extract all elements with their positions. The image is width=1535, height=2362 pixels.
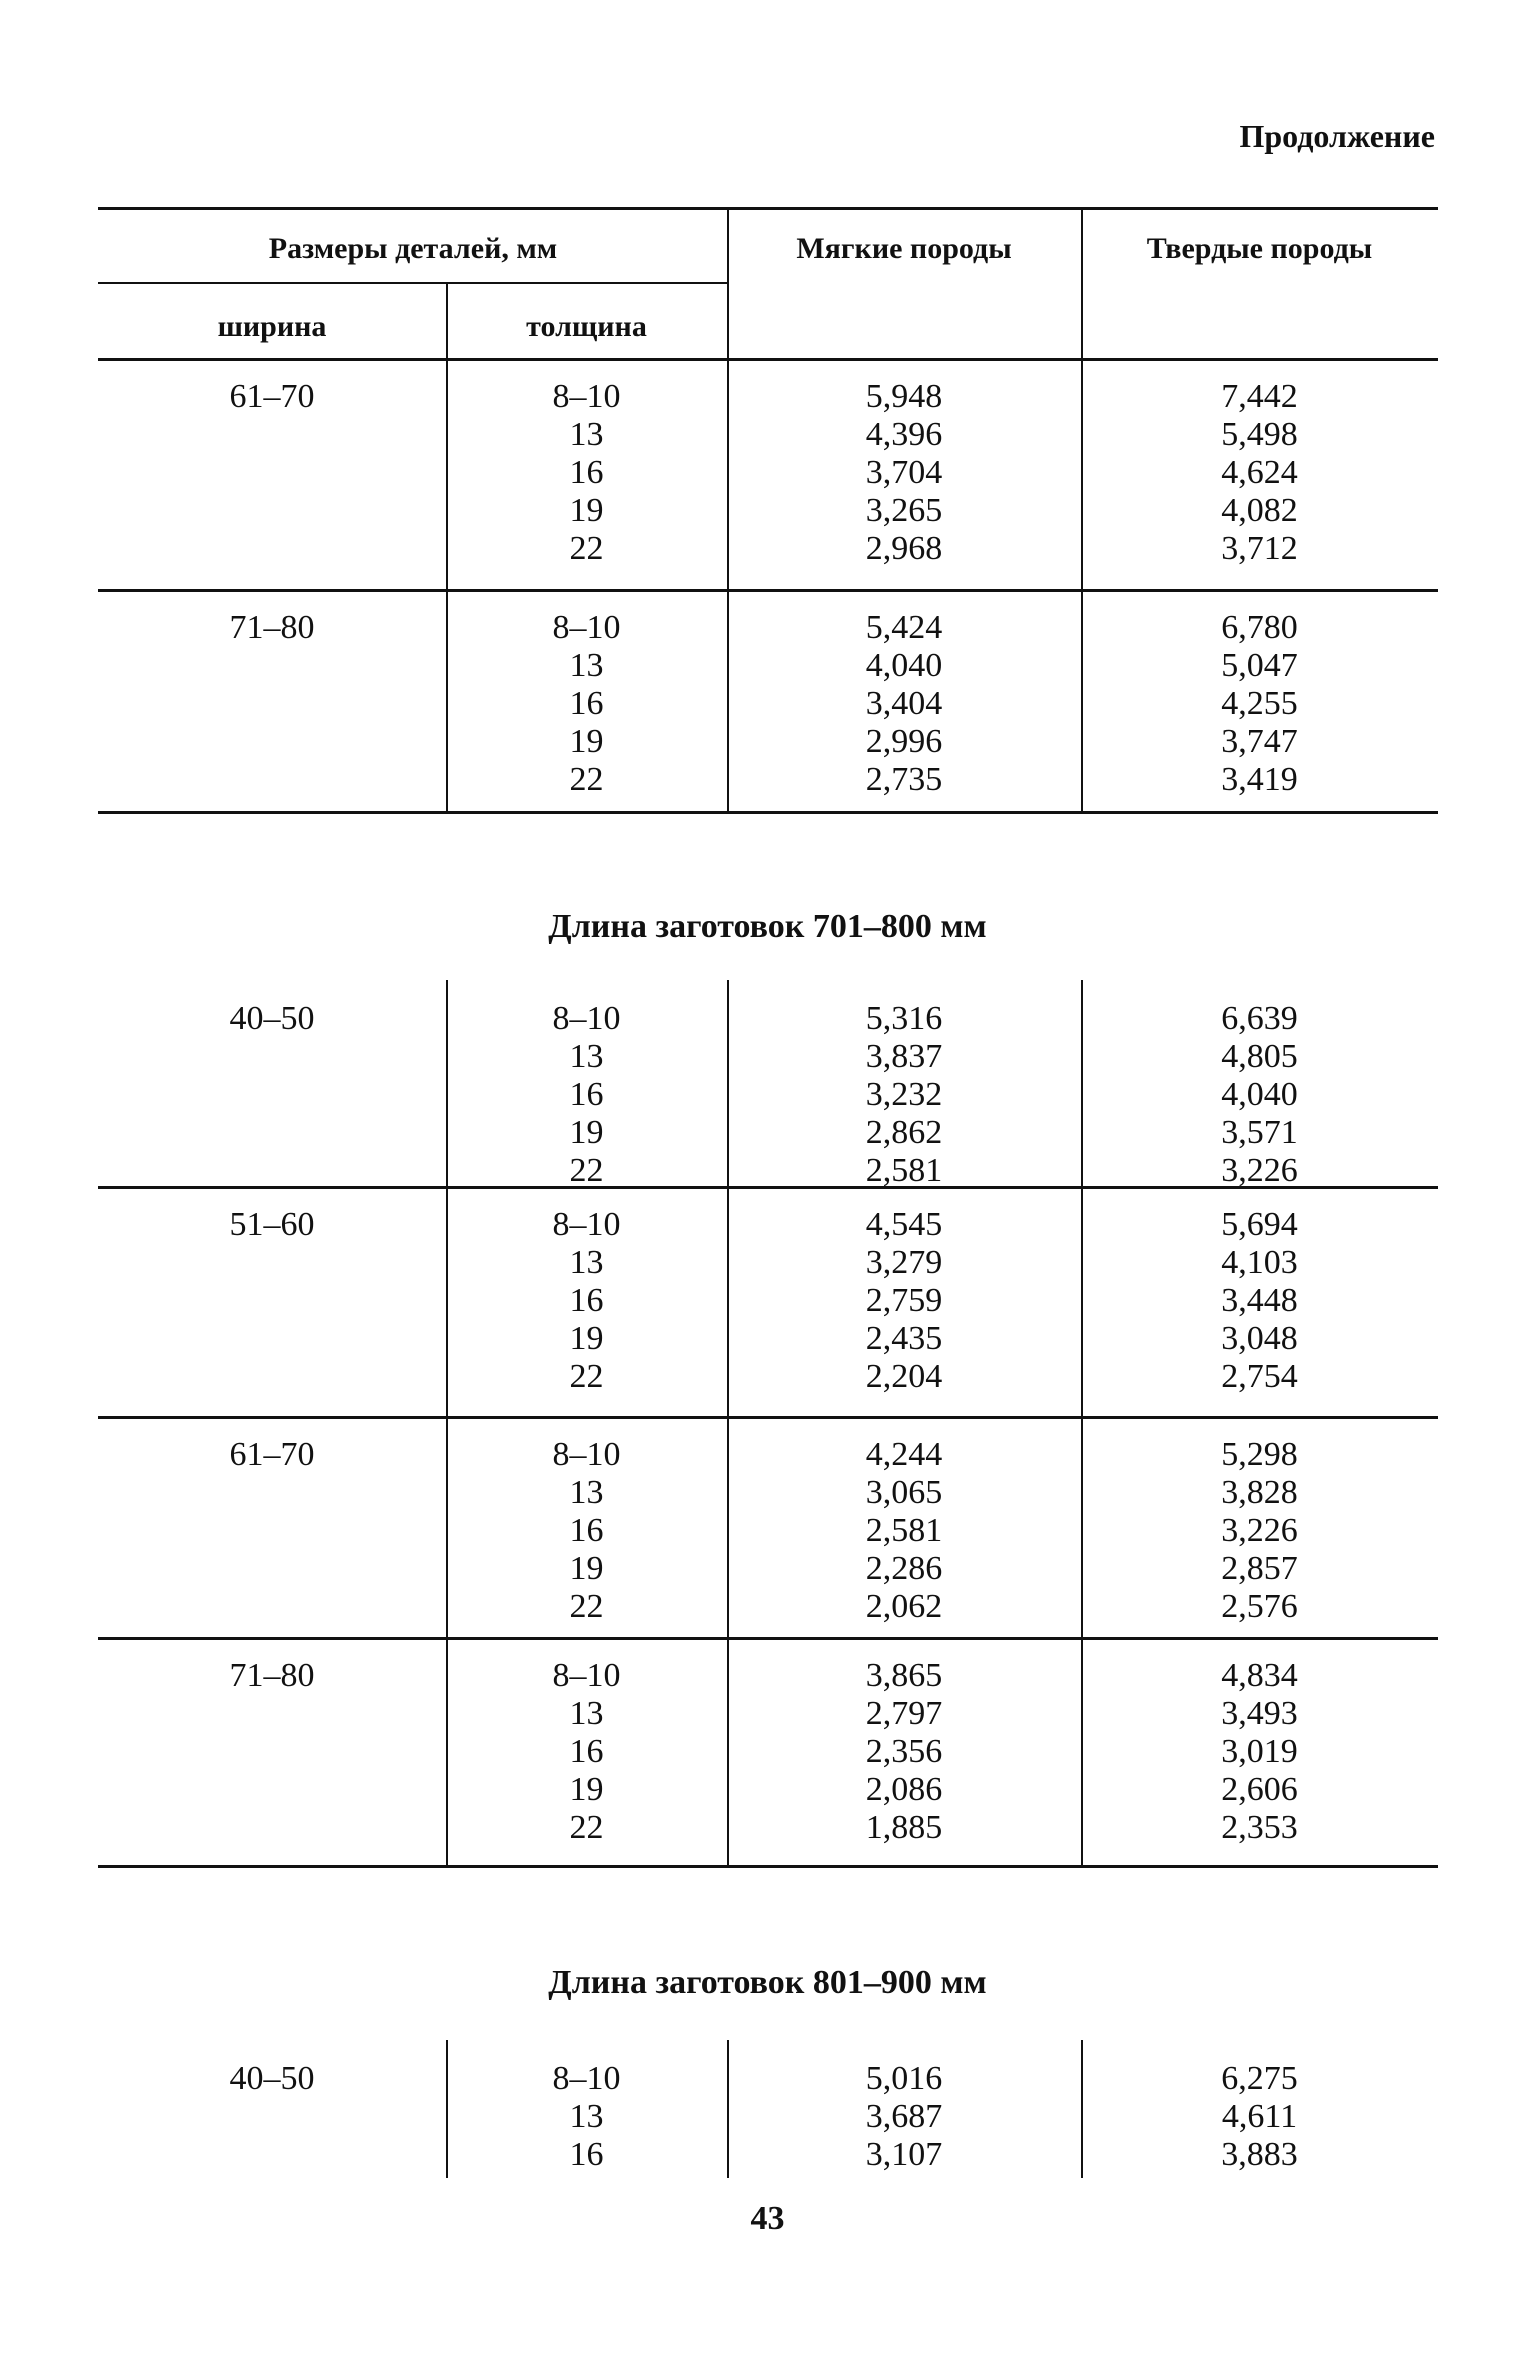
width-cell: 40–50	[229, 1000, 315, 1037]
hard-cell: 2,754	[1221, 1358, 1298, 1395]
header-thickness: толщина	[526, 310, 647, 343]
soft-cell: 1,885	[865, 1809, 943, 1846]
header-width: ширина	[217, 310, 327, 343]
hard-cell: 3,226	[1221, 1152, 1298, 1189]
thickness-cell: 8–10	[552, 1436, 621, 1473]
thickness-cell: 22	[569, 1358, 604, 1395]
hard-cell: 3,828	[1221, 1474, 1298, 1511]
section-title-701-800: Длина заготовок 701–800 мм	[548, 908, 987, 945]
soft-cell: 3,687	[865, 2098, 943, 2135]
thickness-cell: 13	[569, 1244, 604, 1281]
thickness-cell: 13	[569, 416, 604, 453]
thickness-cell: 13	[569, 1474, 604, 1511]
soft-cell: 2,996	[865, 723, 943, 760]
thickness-cell: 16	[569, 1512, 604, 1549]
width-cell: 61–70	[229, 1436, 315, 1473]
hard-cell: 4,611	[1221, 2098, 1298, 2135]
thickness-cell: 22	[569, 761, 604, 798]
header-bottom-rule	[98, 358, 1438, 361]
soft-cell: 3,065	[865, 1474, 943, 1511]
soft-cell: 2,086	[865, 1771, 943, 1808]
header-sizes: Размеры деталей, мм	[268, 232, 558, 265]
width-cell: 40–50	[229, 2060, 315, 2097]
thickness-cell: 22	[569, 1152, 604, 1189]
soft-cell: 2,286	[865, 1550, 943, 1587]
header-divider-3	[1081, 207, 1083, 358]
hard-cell: 7,442	[1221, 378, 1298, 415]
hard-cell: 3,448	[1221, 1282, 1298, 1319]
soft-cell: 5,316	[865, 1000, 943, 1037]
hard-cell: 2,606	[1221, 1771, 1298, 1808]
hard-cell: 5,298	[1221, 1436, 1298, 1473]
thickness-cell: 22	[569, 1809, 604, 1846]
width-cell: 61–70	[229, 378, 315, 415]
soft-cell: 3,837	[865, 1038, 943, 1075]
header-top-rule	[98, 207, 1438, 210]
hard-cell: 4,805	[1221, 1038, 1298, 1075]
width-cell: 71–80	[229, 609, 315, 646]
soft-cell: 4,396	[865, 416, 943, 453]
hard-cell: 4,834	[1221, 1657, 1298, 1694]
thickness-cell: 16	[569, 1076, 604, 1113]
hard-cell: 6,639	[1221, 1000, 1298, 1037]
section-title-801-900: Длина заготовок 801–900 мм	[548, 1964, 987, 2001]
hard-cell: 5,694	[1221, 1206, 1298, 1243]
hard-cell: 4,624	[1221, 454, 1298, 491]
hard-cell: 3,493	[1221, 1695, 1298, 1732]
block-rule	[98, 1637, 1438, 1640]
soft-cell: 3,232	[865, 1076, 943, 1113]
thickness-cell: 8–10	[552, 1657, 621, 1694]
hard-cell: 5,047	[1221, 647, 1298, 684]
hard-cell: 3,571	[1221, 1114, 1298, 1151]
soft-cell: 5,424	[865, 609, 943, 646]
soft-cell: 2,735	[865, 761, 943, 798]
hard-cell: 3,419	[1221, 761, 1298, 798]
thickness-cell: 8–10	[552, 2060, 621, 2097]
hard-cell: 2,857	[1221, 1550, 1298, 1587]
thickness-cell: 16	[569, 1733, 604, 1770]
thickness-cell: 22	[569, 1588, 604, 1625]
hard-cell: 6,780	[1221, 609, 1298, 646]
hard-cell: 2,576	[1221, 1588, 1298, 1625]
thickness-cell: 16	[569, 454, 604, 491]
hard-cell: 4,082	[1221, 492, 1298, 529]
header-soft: Мягкие породы	[796, 232, 1012, 265]
soft-cell: 4,040	[865, 647, 943, 684]
block-rule	[98, 1865, 1438, 1868]
header-hard: Твердые породы	[1146, 232, 1373, 265]
width-cell: 71–80	[229, 1657, 315, 1694]
soft-cell: 2,204	[865, 1358, 943, 1395]
soft-cell: 5,016	[865, 2060, 943, 2097]
soft-cell: 2,797	[865, 1695, 943, 1732]
block-rule	[98, 589, 1438, 592]
soft-cell: 3,265	[865, 492, 943, 529]
soft-cell: 2,435	[865, 1320, 943, 1357]
hard-cell: 4,040	[1221, 1076, 1298, 1113]
thickness-cell: 8–10	[552, 1206, 621, 1243]
thickness-cell: 19	[569, 723, 604, 760]
header-mid-rule	[98, 282, 728, 284]
hard-cell: 2,353	[1221, 1809, 1298, 1846]
soft-cell: 2,581	[865, 1512, 943, 1549]
soft-cell: 5,948	[865, 378, 943, 415]
header-divider-2	[727, 207, 729, 358]
soft-cell: 2,581	[865, 1152, 943, 1189]
thickness-cell: 13	[569, 647, 604, 684]
continuation-label: Продолжение	[1239, 118, 1435, 154]
thickness-cell: 16	[569, 2136, 604, 2173]
soft-cell: 3,107	[865, 2136, 943, 2173]
soft-cell: 2,862	[865, 1114, 943, 1151]
soft-cell: 3,279	[865, 1244, 943, 1281]
page-number: 43	[750, 2200, 785, 2237]
hard-cell: 3,019	[1221, 1733, 1298, 1770]
thickness-cell: 13	[569, 1695, 604, 1732]
thickness-cell: 13	[569, 2098, 604, 2135]
soft-cell: 3,704	[865, 454, 943, 491]
soft-cell: 2,968	[865, 530, 943, 567]
hard-cell: 3,048	[1221, 1320, 1298, 1357]
soft-cell: 3,404	[865, 685, 943, 722]
thickness-cell: 16	[569, 1282, 604, 1319]
width-cell: 51–60	[229, 1206, 315, 1243]
block-rule	[98, 1416, 1438, 1419]
thickness-cell: 19	[569, 1771, 604, 1808]
thickness-cell: 8–10	[552, 609, 621, 646]
soft-cell: 2,759	[865, 1282, 943, 1319]
hard-cell: 3,712	[1221, 530, 1298, 567]
soft-cell: 2,356	[865, 1733, 943, 1770]
thickness-cell: 8–10	[552, 1000, 621, 1037]
thickness-cell: 13	[569, 1038, 604, 1075]
hard-cell: 3,747	[1221, 723, 1298, 760]
thickness-cell: 8–10	[552, 378, 621, 415]
thickness-cell: 16	[569, 685, 604, 722]
soft-cell: 4,545	[865, 1206, 943, 1243]
thickness-cell: 19	[569, 1550, 604, 1587]
hard-cell: 4,255	[1221, 685, 1298, 722]
hard-cell: 3,226	[1221, 1512, 1298, 1549]
thickness-cell: 19	[569, 492, 604, 529]
hard-cell: 4,103	[1221, 1244, 1298, 1281]
block-rule	[98, 811, 1438, 814]
hard-cell: 3,883	[1221, 2136, 1298, 2173]
thickness-cell: 19	[569, 1114, 604, 1151]
hard-cell: 5,498	[1221, 416, 1298, 453]
hard-cell: 6,275	[1221, 2060, 1298, 2097]
soft-cell: 4,244	[865, 1436, 943, 1473]
thickness-cell: 19	[569, 1320, 604, 1357]
soft-cell: 3,865	[865, 1657, 943, 1694]
soft-cell: 2,062	[865, 1588, 943, 1625]
thickness-cell: 22	[569, 530, 604, 567]
